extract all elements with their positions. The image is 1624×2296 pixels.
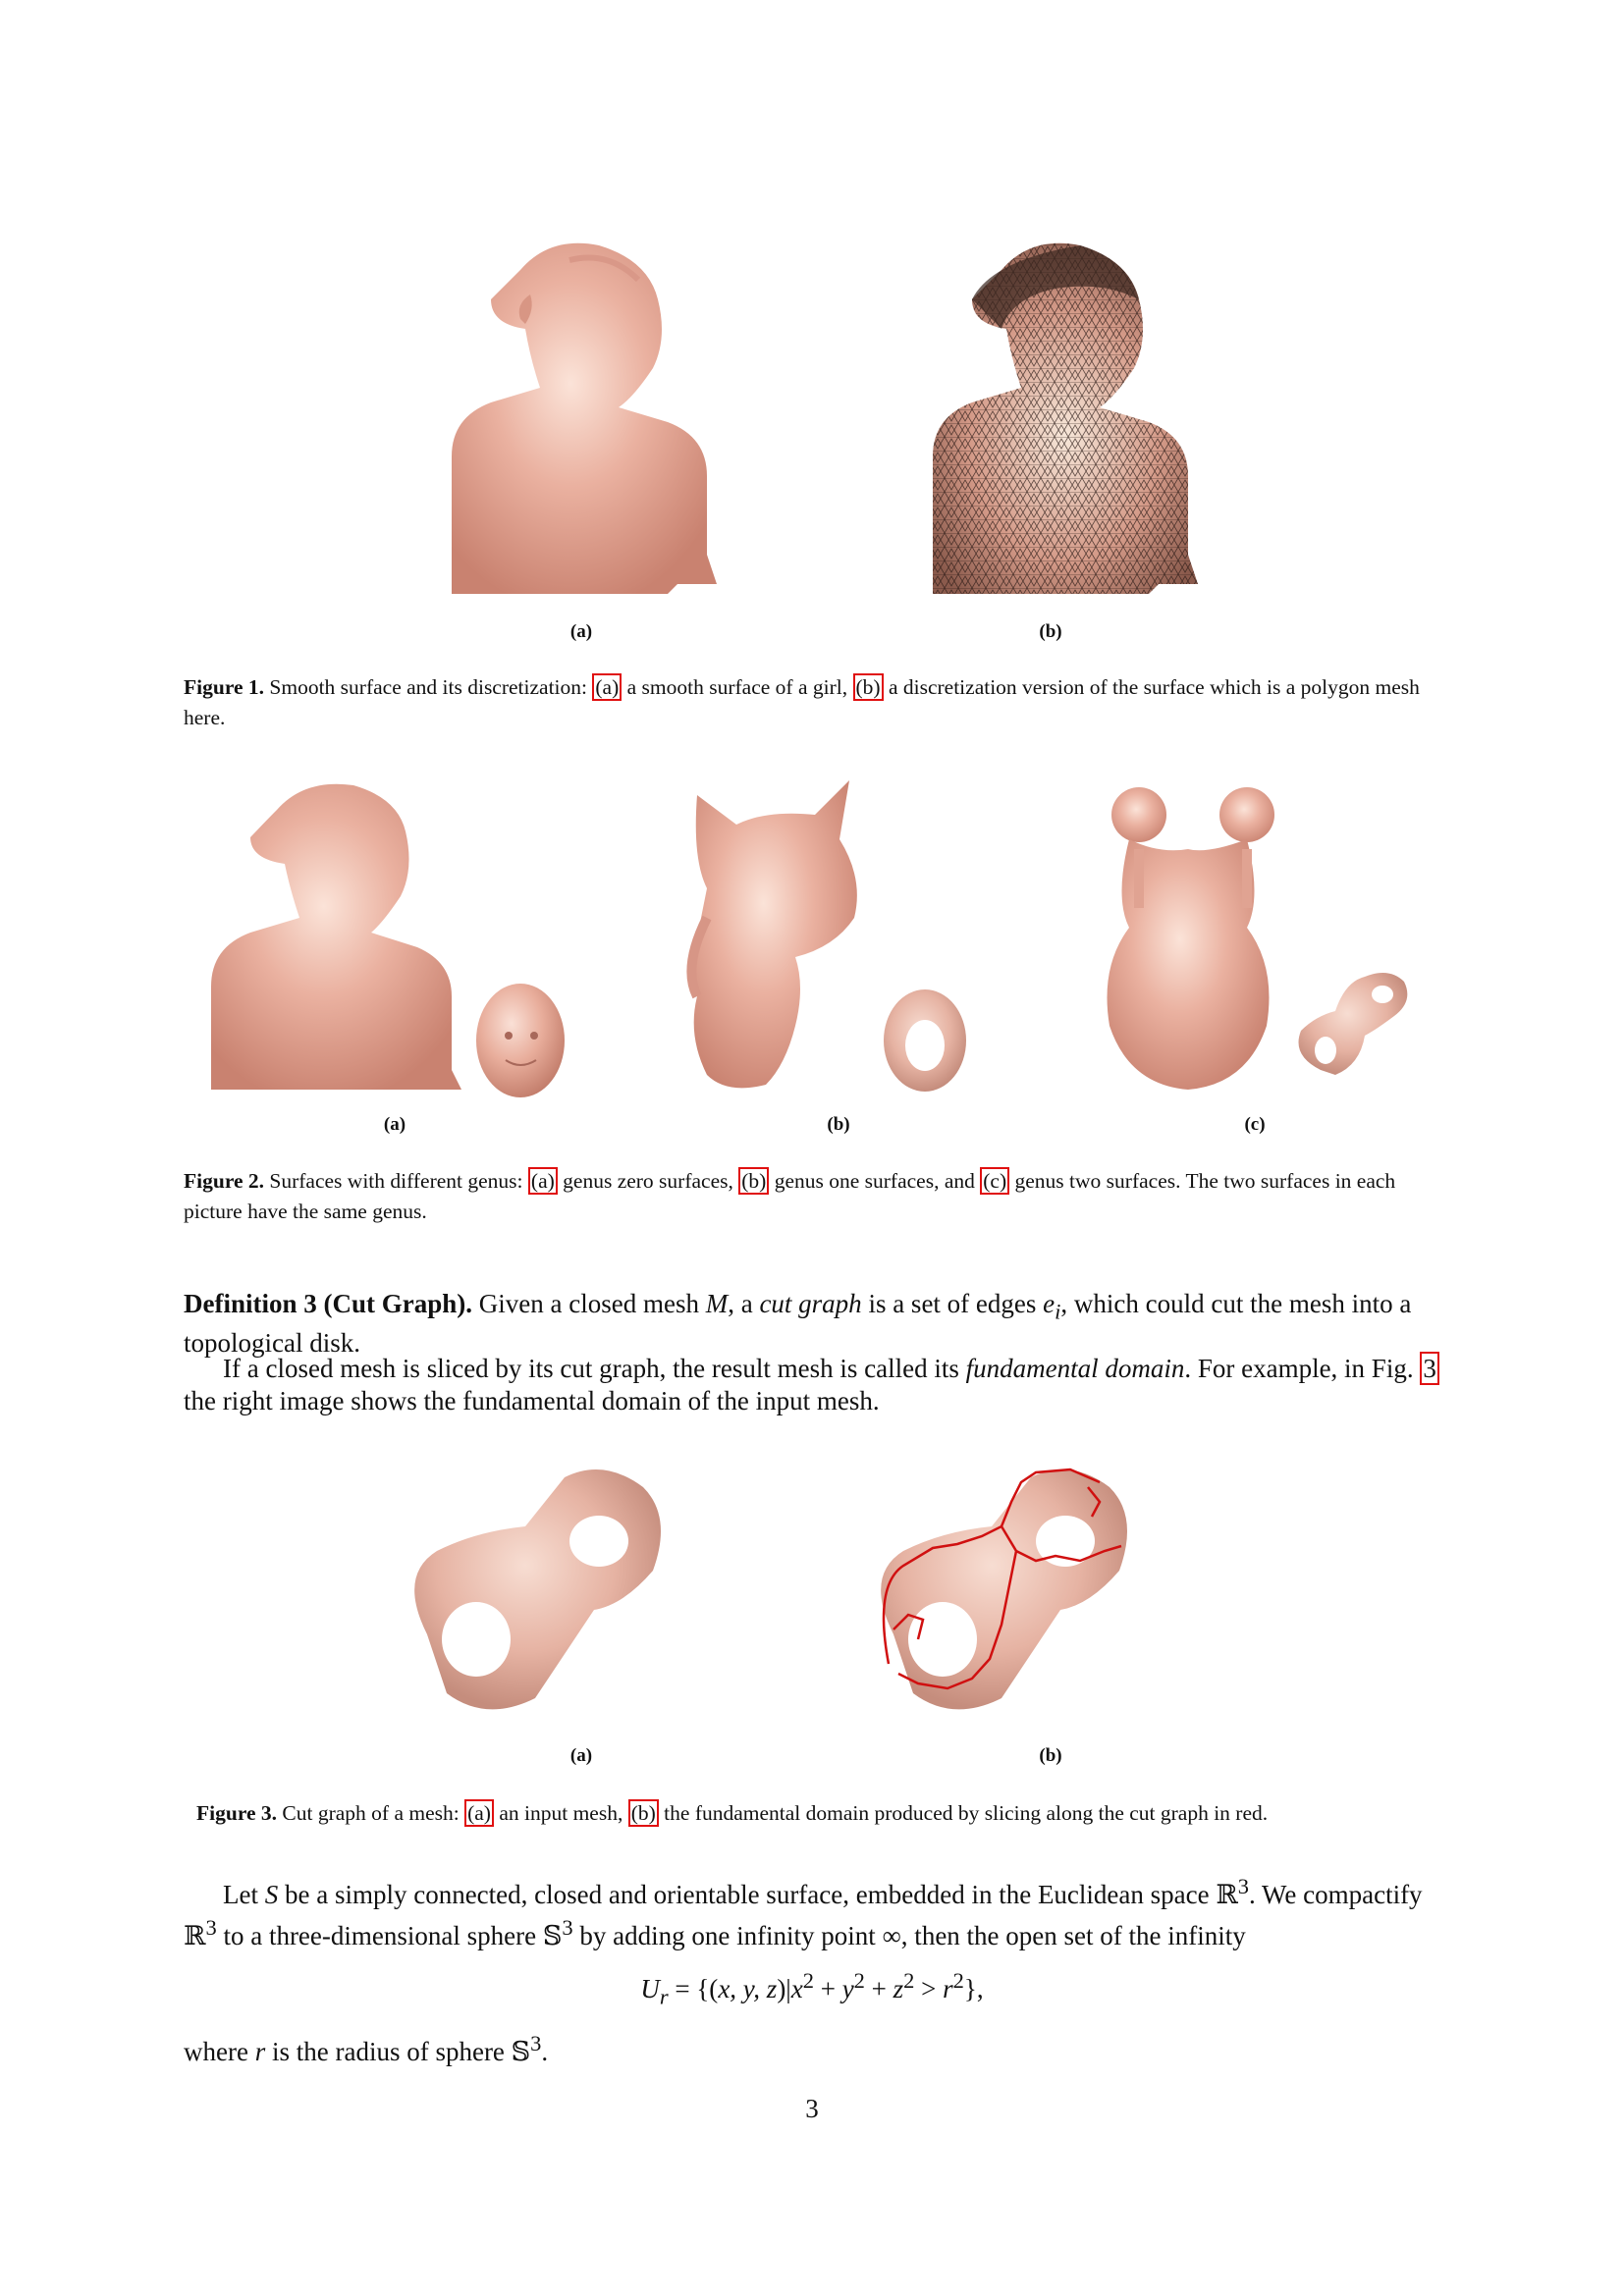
ref-link-2c[interactable]: (c) — [980, 1167, 1009, 1195]
ref-link-3a[interactable]: (a) — [464, 1799, 494, 1827]
figure-3b-label: (b) — [1039, 1745, 1062, 1766]
figure-1a-label: (a) — [569, 621, 593, 642]
figure-1b-mesh-girl-image — [903, 231, 1227, 604]
figure-3a-label: (a) — [569, 1745, 593, 1766]
definition-heading: Definition 3 (Cut Graph). — [184, 1289, 473, 1318]
figure-1a-smooth-girl-image — [422, 231, 746, 604]
equation-open-set: $U_r = \{(x$, y, $z)|x^2 + y^2 + z^2 > r^2$}, — [640, 1968, 984, 2009]
figure-2a-label: (a) — [383, 1114, 406, 1135]
term-cut-graph: cut graph — [759, 1289, 862, 1318]
ref-link-1a[interactable]: (a) — [592, 673, 622, 701]
paragraph-compactify: Let S be a simply connected, closed and orientable surface, embedded in the Euclidean space ℝ$^3$. We compactify ℝ$^3$ to a three-dimensional sphere 𝕊$^3$ by adding one infinity point ∞, then the open set of the infinity — [184, 1874, 1423, 1950]
ref-link-1b[interactable]: (b) — [853, 673, 884, 701]
paragraph-fundamental-domain: If a closed mesh is sliced by its cut graph, the result mesh is called its fundamental domain. For example, in Fig. 3 the right image shows the fundamental domain of the input mesh. — [184, 1353, 1450, 1417]
figure-2c-label: (c) — [1244, 1114, 1266, 1135]
caption-label: Figure 3. — [196, 1801, 278, 1825]
figure-3b-cut-graph-image — [864, 1458, 1218, 1723]
term-fundamental-domain: fundamental domain — [965, 1354, 1185, 1383]
ref-link-2a[interactable]: (a) — [528, 1167, 558, 1195]
caption-label: Figure 1. — [184, 675, 265, 699]
figure-3-caption: Figure 3. Cut graph of a mesh: (a) an input mesh, (b) the fundamental domain produced by slicing along the cut graph in red. — [196, 1801, 1269, 1825]
figure-1-caption: Figure 1. Smooth surface and its discretization: (a) a smooth surface of a girl, (b) a discretization version of the surface which is a polygon mesh here. — [184, 675, 1420, 729]
definition-3: Definition 3 (Cut Graph). Given a closed mesh M, a cut graph is a set of edges $e_i$, which could cut the mesh into a topological disk. — [184, 1289, 1412, 1359]
paragraph-radius: where r is the radius of sphere 𝕊$^3$. — [184, 2031, 549, 2066]
caption-label: Figure 2. — [184, 1169, 265, 1193]
figure-3a-input-mesh-image — [398, 1458, 751, 1723]
figure-1b-label: (b) — [1039, 621, 1062, 642]
figure-2b-label: (b) — [827, 1114, 850, 1135]
ref-link-fig3[interactable]: 3 — [1420, 1352, 1439, 1385]
figure-2b-kitten-torus-image — [668, 771, 982, 1104]
page-number: 3 — [805, 2094, 819, 2123]
figure-2-caption: Figure 2. Surfaces with different genus: (a) genus zero surfaces, (b) genus one surfaces, and (c) genus two surfaces. The two surfaces in each picture have the same genus. — [184, 1169, 1396, 1223]
ref-link-3b[interactable]: (b) — [628, 1799, 659, 1827]
figure-2c-vase-doubletorus-image — [1090, 771, 1443, 1104]
figure-2a-girl-sphere-image — [206, 771, 604, 1104]
ref-link-2b[interactable]: (b) — [738, 1167, 769, 1195]
